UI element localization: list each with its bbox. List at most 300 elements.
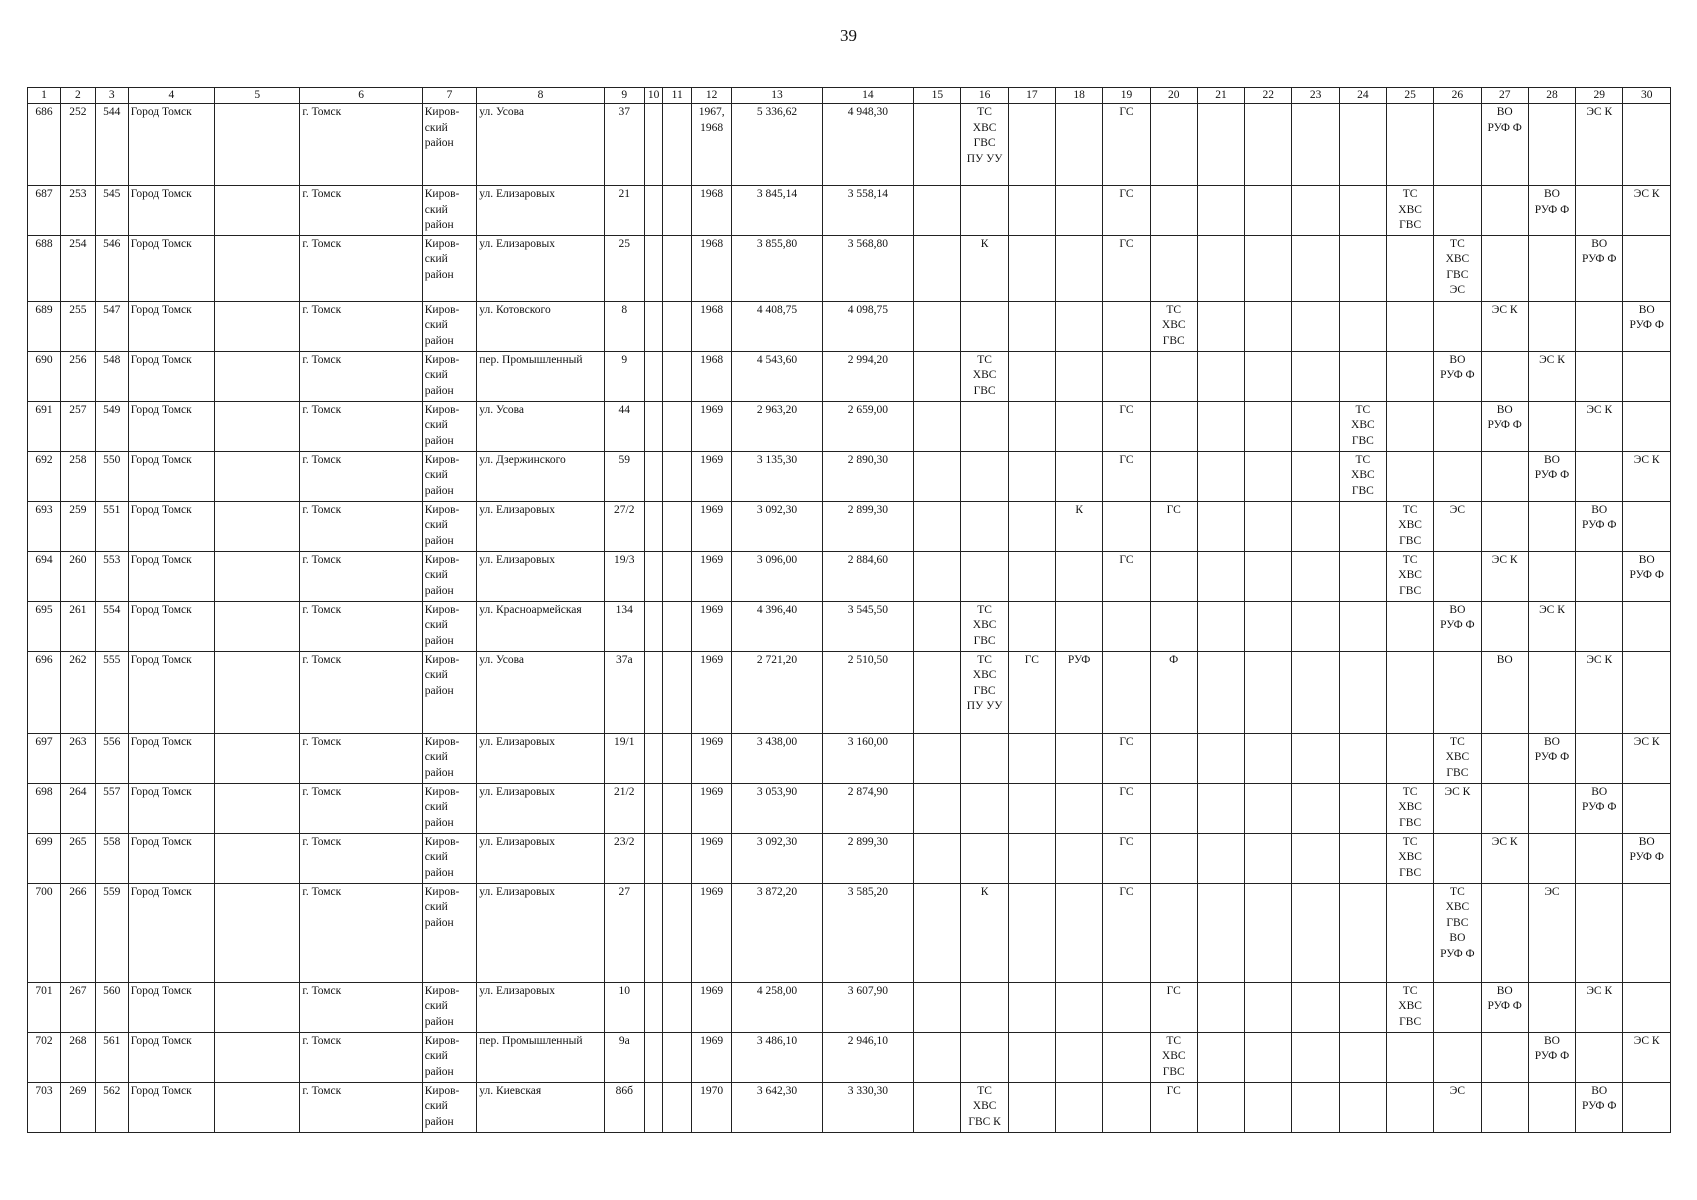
table-cell-col-16 [961, 783, 1008, 833]
column-header-15: 15 [914, 88, 961, 104]
table-cell-col-9: 19/3 [604, 551, 644, 601]
table-cell-col-14: 3 330,30 [822, 1082, 914, 1132]
table-cell-col-11 [663, 601, 692, 651]
table-cell-col-13: 3 872,20 [732, 883, 822, 982]
table-cell-col-27: ВО РУФ Ф [1481, 401, 1528, 451]
table-cell-col-30 [1623, 235, 1671, 301]
table-cell-col-26 [1434, 833, 1481, 883]
table-cell-col-12: 1969 [692, 601, 732, 651]
table-cell-col-25: ТС ХВС ГВС [1386, 551, 1433, 601]
table-cell-col-28: ЭС [1528, 883, 1575, 982]
table-cell-col-9: 9 [604, 351, 644, 401]
column-header-19: 19 [1103, 88, 1150, 104]
table-cell-col-25: ТС ХВС ГВС [1386, 833, 1433, 883]
table-cell-col-14: 2 899,30 [822, 501, 914, 551]
table-cell-col-16: ТС ХВС ГВС ПУ УУ [961, 104, 1008, 186]
table-cell-col-10 [644, 1082, 663, 1132]
table-cell-col-16 [961, 186, 1008, 236]
column-header-27: 27 [1481, 88, 1528, 104]
table-cell-col-25 [1386, 601, 1433, 651]
table-cell-col-3: 560 [95, 982, 128, 1032]
table-cell-col-30 [1623, 883, 1671, 982]
table-cell-col-14: 3 558,14 [822, 186, 914, 236]
table-cell-col-21 [1197, 104, 1244, 186]
table-cell-col-21 [1197, 1082, 1244, 1132]
table-cell-col-5 [215, 601, 300, 651]
table-cell-col-22 [1245, 235, 1292, 301]
table-cell-col-12: 1969 [692, 733, 732, 783]
table-cell-col-26 [1434, 186, 1481, 236]
table-cell-col-2: 261 [60, 601, 95, 651]
table-cell-col-7: Киров- ский район [422, 982, 476, 1032]
table-cell-col-12: 1969 [692, 1032, 732, 1082]
table-cell-col-23 [1292, 501, 1339, 551]
table-cell-col-24 [1339, 833, 1386, 883]
table-cell-col-27 [1481, 883, 1528, 982]
table-cell-col-15 [914, 783, 961, 833]
table-cell-col-21 [1197, 351, 1244, 401]
table-cell-col-14: 4 098,75 [822, 301, 914, 351]
table-cell-col-19 [1103, 1082, 1150, 1132]
table-cell-col-16 [961, 982, 1008, 1032]
table-cell-col-28: ВО РУФ Ф [1528, 186, 1575, 236]
table-cell-col-8: ул. Усова [477, 651, 604, 733]
table-cell-col-7: Киров- ский район [422, 1082, 476, 1132]
table-cell-col-23 [1292, 982, 1339, 1032]
table-cell-col-18 [1056, 451, 1103, 501]
table-row [28, 301, 1671, 351]
table-cell-col-15 [914, 551, 961, 601]
table-cell-col-1: 701 [28, 982, 61, 1032]
table-cell-col-24 [1339, 883, 1386, 982]
table-cell-col-17 [1008, 783, 1055, 833]
table-cell-col-11 [663, 351, 692, 401]
table-cell-col-7: Киров- ский район [422, 601, 476, 651]
table-cell-col-5 [215, 783, 300, 833]
table-cell-col-7: Киров- ский район [422, 883, 476, 982]
table-cell-col-29 [1576, 551, 1623, 601]
table-cell-col-23 [1292, 833, 1339, 883]
table-cell-col-18 [1056, 1032, 1103, 1082]
table-cell-col-26: ТС ХВС ГВС [1434, 733, 1481, 783]
table-cell-col-13: 3 092,30 [732, 833, 822, 883]
table-cell-col-8: ул. Киевская [477, 1082, 604, 1132]
table-cell-col-7: Киров- ский район [422, 551, 476, 601]
table-cell-col-17 [1008, 186, 1055, 236]
table-cell-col-20: ТС ХВС ГВС [1150, 1032, 1197, 1082]
table-cell-col-26 [1434, 451, 1481, 501]
table-cell-col-17 [1008, 104, 1055, 186]
table-cell-col-2: 253 [60, 186, 95, 236]
table-cell-col-7: Киров- ский район [422, 451, 476, 501]
table-cell-col-3: 547 [95, 301, 128, 351]
table-cell-col-25 [1386, 235, 1433, 301]
table-cell-col-16 [961, 451, 1008, 501]
table-cell-col-2: 268 [60, 1032, 95, 1082]
table-cell-col-16 [961, 501, 1008, 551]
table-cell-col-12: 1969 [692, 783, 732, 833]
table-cell-col-20: ГС [1150, 1082, 1197, 1132]
column-header-17: 17 [1008, 88, 1055, 104]
table-cell-col-20: ГС [1150, 982, 1197, 1032]
table-cell-col-17 [1008, 833, 1055, 883]
table-cell-col-15 [914, 883, 961, 982]
table-cell-col-13: 4 258,00 [732, 982, 822, 1032]
table-cell-col-29: ВО РУФ Ф [1576, 783, 1623, 833]
table-cell-col-26: ТС ХВС ГВС ВО РУФ Ф [1434, 883, 1481, 982]
table-cell-col-19: ГС [1103, 551, 1150, 601]
table-cell-col-2: 269 [60, 1082, 95, 1132]
table-cell-col-26: ЭС [1434, 1082, 1481, 1132]
table-cell-col-17 [1008, 1082, 1055, 1132]
column-header-10: 10 [644, 88, 663, 104]
table-cell-col-14: 3 568,80 [822, 235, 914, 301]
table-cell-col-15 [914, 833, 961, 883]
table-cell-col-20 [1150, 733, 1197, 783]
table-cell-col-30: ЭС К [1623, 1032, 1671, 1082]
table-cell-col-9: 9а [604, 1032, 644, 1082]
table-cell-col-9: 27/2 [604, 501, 644, 551]
table-cell-col-23 [1292, 1082, 1339, 1132]
table-cell-col-25 [1386, 733, 1433, 783]
table-cell-col-15 [914, 501, 961, 551]
column-header-22: 22 [1245, 88, 1292, 104]
table-cell-col-5 [215, 351, 300, 401]
table-cell-col-17 [1008, 982, 1055, 1032]
column-header-13: 13 [732, 88, 822, 104]
table-row [28, 651, 1671, 733]
table-row [28, 883, 1671, 982]
table-row [28, 783, 1671, 833]
table-cell-col-7: Киров- ский район [422, 351, 476, 401]
table-cell-col-11 [663, 186, 692, 236]
table-cell-col-25: ТС ХВС ГВС [1386, 186, 1433, 236]
table-cell-col-9: 8 [604, 301, 644, 351]
table-cell-col-15 [914, 1082, 961, 1132]
table-cell-col-3: 549 [95, 401, 128, 451]
table-cell-col-27 [1481, 1082, 1528, 1132]
table-cell-col-10 [644, 601, 663, 651]
table-cell-col-24 [1339, 783, 1386, 833]
table-cell-col-19 [1103, 1032, 1150, 1082]
table-cell-col-1: 703 [28, 1082, 61, 1132]
table-cell-col-10 [644, 783, 663, 833]
table-cell-col-8: пер. Промышленный [477, 1032, 604, 1082]
table-cell-col-22 [1245, 601, 1292, 651]
table-cell-col-5 [215, 301, 300, 351]
table-cell-col-11 [663, 235, 692, 301]
table-cell-col-23 [1292, 883, 1339, 982]
table-cell-col-1: 690 [28, 351, 61, 401]
table-cell-col-27 [1481, 501, 1528, 551]
table-cell-col-17 [1008, 601, 1055, 651]
table-cell-col-9: 44 [604, 401, 644, 451]
table-cell-col-6: г. Томск [300, 501, 422, 551]
table-cell-col-13: 3 855,80 [732, 235, 822, 301]
table-cell-col-8: ул. Елизаровых [477, 982, 604, 1032]
table-cell-col-12: 1969 [692, 833, 732, 883]
column-header-8: 8 [477, 88, 604, 104]
table-cell-col-3: 562 [95, 1082, 128, 1132]
table-cell-col-4: Город Томск [128, 601, 214, 651]
table-cell-col-16: ТС ХВС ГВС [961, 601, 1008, 651]
table-cell-col-22 [1245, 401, 1292, 451]
table-cell-col-18 [1056, 733, 1103, 783]
table-cell-col-13: 3 845,14 [732, 186, 822, 236]
table-cell-col-28: ВО РУФ Ф [1528, 451, 1575, 501]
table-cell-col-11 [663, 551, 692, 601]
table-cell-col-7: Киров- ский район [422, 104, 476, 186]
column-header-11: 11 [663, 88, 692, 104]
table-cell-col-19 [1103, 301, 1150, 351]
table-cell-col-14: 3 545,50 [822, 601, 914, 651]
table-cell-col-20: Ф [1150, 651, 1197, 733]
table-cell-col-10 [644, 982, 663, 1032]
table-cell-col-27: ЭС К [1481, 551, 1528, 601]
table-cell-col-9: 10 [604, 982, 644, 1032]
column-header-24: 24 [1339, 88, 1386, 104]
table-cell-col-16 [961, 401, 1008, 451]
table-cell-col-2: 265 [60, 833, 95, 883]
table-cell-col-29 [1576, 301, 1623, 351]
table-cell-col-14: 3 585,20 [822, 883, 914, 982]
table-cell-col-20: ГС [1150, 501, 1197, 551]
table-cell-col-14: 2 946,10 [822, 1032, 914, 1082]
table-cell-col-18 [1056, 1082, 1103, 1132]
table-cell-col-12: 1969 [692, 451, 732, 501]
table-cell-col-27: ВО РУФ Ф [1481, 104, 1528, 186]
table-cell-col-29 [1576, 1032, 1623, 1082]
table-cell-col-10 [644, 351, 663, 401]
table-cell-col-8: ул. Елизаровых [477, 501, 604, 551]
table-cell-col-27: ЭС К [1481, 833, 1528, 883]
table-cell-col-19: ГС [1103, 401, 1150, 451]
table-cell-col-6: г. Томск [300, 401, 422, 451]
table-cell-col-30 [1623, 351, 1671, 401]
table-cell-col-7: Киров- ский район [422, 1032, 476, 1082]
table-cell-col-8: ул. Елизаровых [477, 235, 604, 301]
column-number-header-row [28, 88, 1671, 104]
table-cell-col-21 [1197, 601, 1244, 651]
column-header-28: 28 [1528, 88, 1575, 104]
table-cell-col-18 [1056, 351, 1103, 401]
table-cell-col-11 [663, 883, 692, 982]
table-cell-col-27 [1481, 1032, 1528, 1082]
page-number: 39 [840, 26, 857, 45]
table-cell-col-29 [1576, 351, 1623, 401]
table-cell-col-1: 700 [28, 883, 61, 982]
table-cell-col-12: 1967, 1968 [692, 104, 732, 186]
table-cell-col-10 [644, 301, 663, 351]
table-cell-col-23 [1292, 301, 1339, 351]
table-cell-col-6: г. Томск [300, 351, 422, 401]
table-cell-col-26: ВО РУФ Ф [1434, 601, 1481, 651]
table-cell-col-13: 3 438,00 [732, 733, 822, 783]
table-cell-col-19: ГС [1103, 733, 1150, 783]
table-cell-col-21 [1197, 551, 1244, 601]
table-cell-col-8: ул. Усова [477, 401, 604, 451]
table-cell-col-6: г. Томск [300, 1032, 422, 1082]
table-cell-col-8: ул. Усова [477, 104, 604, 186]
table-cell-col-1: 687 [28, 186, 61, 236]
table-cell-col-28: ВО РУФ Ф [1528, 1032, 1575, 1082]
table-cell-col-6: г. Томск [300, 1082, 422, 1132]
table-cell-col-10 [644, 551, 663, 601]
column-header-16: 16 [961, 88, 1008, 104]
table-cell-col-16: ТС ХВС ГВС К [961, 1082, 1008, 1132]
table-row [28, 235, 1671, 301]
table-cell-col-24 [1339, 301, 1386, 351]
table-cell-col-6: г. Томск [300, 651, 422, 733]
table-cell-col-13: 2 963,20 [732, 401, 822, 451]
table-cell-col-28 [1528, 551, 1575, 601]
table-cell-col-30 [1623, 783, 1671, 833]
table-cell-col-6: г. Томск [300, 783, 422, 833]
table-cell-col-21 [1197, 451, 1244, 501]
table-cell-col-16 [961, 833, 1008, 883]
table-cell-col-27: ВО [1481, 651, 1528, 733]
table-cell-col-19: ГС [1103, 883, 1150, 982]
table-cell-col-9: 37 [604, 104, 644, 186]
table-cell-col-6: г. Томск [300, 883, 422, 982]
table-cell-col-16: ТС ХВС ГВС ПУ УУ [961, 651, 1008, 733]
table-cell-col-23 [1292, 351, 1339, 401]
table-cell-col-5 [215, 501, 300, 551]
table-cell-col-15 [914, 186, 961, 236]
table-cell-col-22 [1245, 301, 1292, 351]
table-cell-col-27 [1481, 351, 1528, 401]
table-cell-col-20 [1150, 401, 1197, 451]
table-cell-col-9: 21 [604, 186, 644, 236]
table-cell-col-20: ТС ХВС ГВС [1150, 301, 1197, 351]
table-cell-col-27 [1481, 451, 1528, 501]
table-cell-col-20 [1150, 186, 1197, 236]
table-cell-col-24: ТС ХВС ГВС [1339, 451, 1386, 501]
table-cell-col-23 [1292, 451, 1339, 501]
table-cell-col-29: ЭС К [1576, 982, 1623, 1032]
table-cell-col-5 [215, 1082, 300, 1132]
table-cell-col-14: 3 607,90 [822, 982, 914, 1032]
table-cell-col-2: 258 [60, 451, 95, 501]
table-cell-col-13: 5 336,62 [732, 104, 822, 186]
table-cell-col-18 [1056, 301, 1103, 351]
column-header-23: 23 [1292, 88, 1339, 104]
table-cell-col-7: Киров- ский район [422, 783, 476, 833]
table-cell-col-28 [1528, 301, 1575, 351]
table-cell-col-15 [914, 301, 961, 351]
table-cell-col-8: ул. Елизаровых [477, 883, 604, 982]
table-cell-col-3: 558 [95, 833, 128, 883]
table-cell-col-29: ЭС К [1576, 651, 1623, 733]
table-cell-col-1: 693 [28, 501, 61, 551]
table-body [28, 104, 1671, 1133]
table-cell-col-30 [1623, 104, 1671, 186]
table-cell-col-21 [1197, 982, 1244, 1032]
table-cell-col-24 [1339, 235, 1386, 301]
column-header-6: 6 [300, 88, 422, 104]
table-cell-col-22 [1245, 451, 1292, 501]
table-cell-col-26: ЭС К [1434, 783, 1481, 833]
table-cell-col-27 [1481, 601, 1528, 651]
table-cell-col-9: 27 [604, 883, 644, 982]
table-cell-col-28 [1528, 401, 1575, 451]
table-cell-col-24: ТС ХВС ГВС [1339, 401, 1386, 451]
table-cell-col-19: ГС [1103, 104, 1150, 186]
table-cell-col-10 [644, 733, 663, 783]
table-cell-col-5 [215, 401, 300, 451]
table-cell-col-28 [1528, 501, 1575, 551]
table-cell-col-30 [1623, 601, 1671, 651]
table-cell-col-19: ГС [1103, 833, 1150, 883]
table-cell-col-21 [1197, 501, 1244, 551]
table-cell-col-15 [914, 351, 961, 401]
table-cell-col-27 [1481, 733, 1528, 783]
table-cell-col-24 [1339, 104, 1386, 186]
table-cell-col-11 [663, 1082, 692, 1132]
table-cell-col-18 [1056, 833, 1103, 883]
table-cell-col-23 [1292, 733, 1339, 783]
table-cell-col-7: Киров- ский район [422, 235, 476, 301]
table-row [28, 401, 1671, 451]
table-cell-col-10 [644, 883, 663, 982]
table-cell-col-28: ЭС К [1528, 601, 1575, 651]
table-cell-col-24 [1339, 651, 1386, 733]
table-cell-col-22 [1245, 883, 1292, 982]
table-cell-col-29 [1576, 883, 1623, 982]
table-cell-col-13: 3 096,00 [732, 551, 822, 601]
table-cell-col-15 [914, 651, 961, 733]
table-cell-col-21 [1197, 833, 1244, 883]
table-cell-col-2: 262 [60, 651, 95, 733]
table-cell-col-16 [961, 301, 1008, 351]
table-cell-col-10 [644, 501, 663, 551]
table-cell-col-7: Киров- ский район [422, 401, 476, 451]
table-cell-col-10 [644, 401, 663, 451]
table-cell-col-11 [663, 651, 692, 733]
table-cell-col-28: ВО РУФ Ф [1528, 733, 1575, 783]
table-cell-col-13: 2 721,20 [732, 651, 822, 733]
table-cell-col-17 [1008, 501, 1055, 551]
table-cell-col-21 [1197, 733, 1244, 783]
table-cell-col-3: 546 [95, 235, 128, 301]
table-cell-col-14: 2 994,20 [822, 351, 914, 401]
table-cell-col-16: ТС ХВС ГВС [961, 351, 1008, 401]
table-cell-col-20 [1150, 104, 1197, 186]
table-cell-col-4: Город Томск [128, 733, 214, 783]
table-cell-col-26 [1434, 104, 1481, 186]
table-cell-col-11 [663, 301, 692, 351]
table-cell-col-16: К [961, 883, 1008, 982]
table-cell-col-6: г. Томск [300, 301, 422, 351]
table-cell-col-28 [1528, 104, 1575, 186]
table-cell-col-17 [1008, 451, 1055, 501]
table-cell-col-15 [914, 235, 961, 301]
table-row [28, 1082, 1671, 1132]
table-cell-col-7: Киров- ский район [422, 186, 476, 236]
table-cell-col-16 [961, 1032, 1008, 1082]
table-cell-col-9: 37а [604, 651, 644, 733]
table-cell-col-23 [1292, 1032, 1339, 1082]
table-cell-col-25 [1386, 451, 1433, 501]
table-cell-col-24 [1339, 1032, 1386, 1082]
table-cell-col-18 [1056, 401, 1103, 451]
table-cell-col-30 [1623, 401, 1671, 451]
table-cell-col-3: 556 [95, 733, 128, 783]
table-cell-col-12: 1969 [692, 982, 732, 1032]
table-cell-col-2: 260 [60, 551, 95, 601]
table-cell-col-13: 4 396,40 [732, 601, 822, 651]
table-cell-col-20 [1150, 883, 1197, 982]
